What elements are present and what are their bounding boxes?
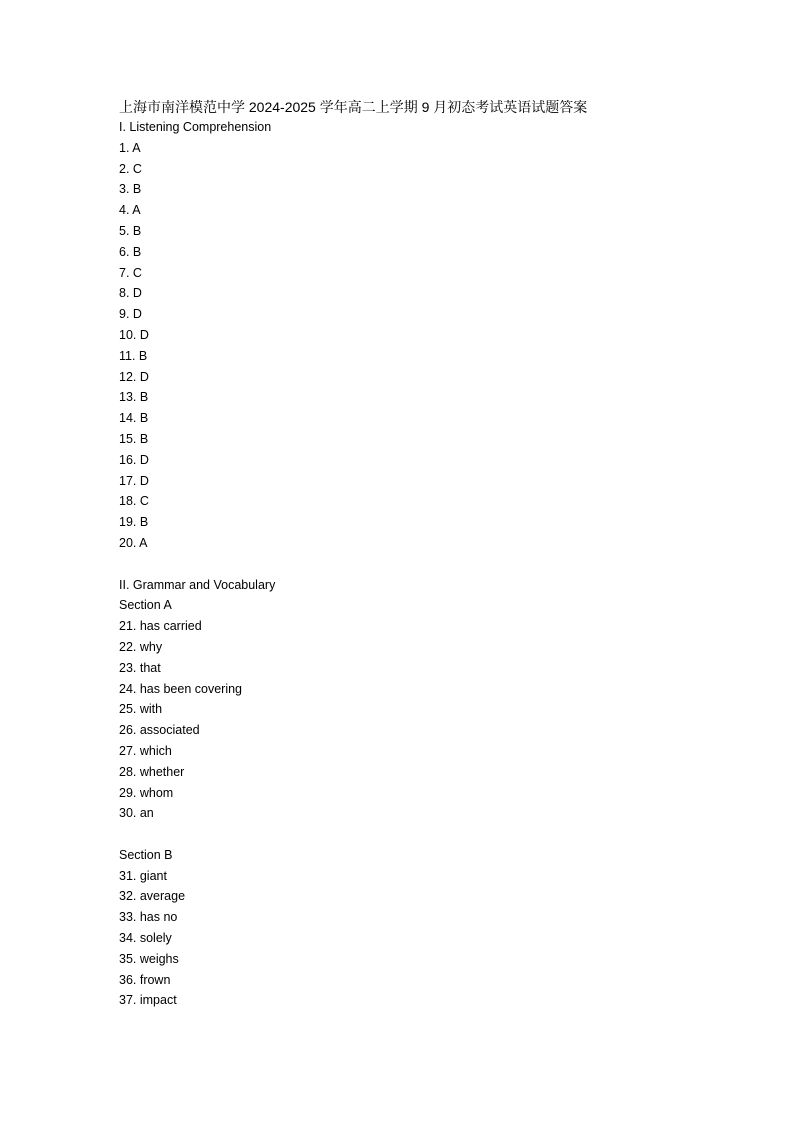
- answer-item: 15. B: [119, 431, 149, 446]
- answer-item: 22. why: [119, 639, 163, 654]
- answer-item: 16. D: [119, 452, 149, 467]
- answer-item: 17. D: [119, 473, 149, 488]
- answer-item: 37. impact: [119, 993, 177, 1008]
- answer-item: 26. associated: [119, 723, 200, 738]
- answer-item: 10. D: [119, 327, 149, 342]
- blank-line: [119, 554, 759, 575]
- section-b-heading: Section B: [119, 847, 173, 862]
- answer-item: 12. D: [119, 369, 149, 384]
- answer-item: 36. frown: [119, 972, 171, 987]
- part2-heading: II. Grammar and Vocabulary: [119, 577, 276, 592]
- answer-item: 14. B: [119, 411, 149, 426]
- answer-item: 18. C: [119, 494, 149, 509]
- answer-item: 20. A: [119, 535, 148, 550]
- answer-document: [119, 97, 759, 1011]
- answer-item: 5. B: [119, 223, 142, 238]
- section-b-answer-list: [119, 866, 759, 1012]
- answer-item: 35. weighs: [119, 951, 179, 966]
- answer-item: 13. B: [119, 390, 149, 405]
- answer-item: 2. C: [119, 161, 142, 176]
- answer-item: 19. B: [119, 515, 149, 530]
- answer-item: 33. has no: [119, 910, 178, 925]
- answer-item: 6. B: [119, 244, 142, 259]
- answer-item: 34. solely: [119, 931, 172, 946]
- answer-item: 21. has carried: [119, 619, 202, 634]
- answer-item: 31. giant: [119, 868, 167, 883]
- answer-item: 9. D: [119, 307, 142, 322]
- answer-item: 29. whom: [119, 785, 174, 800]
- blank-line: [119, 824, 759, 845]
- section-a-answer-list: [119, 616, 759, 824]
- answer-item: 1. A: [119, 140, 141, 155]
- answer-item: 30. an: [119, 806, 154, 821]
- answer-item: 32. average: [119, 889, 186, 904]
- answer-item: 25. with: [119, 702, 163, 717]
- answer-item: 27. which: [119, 743, 172, 758]
- answer-item: 8. D: [119, 286, 142, 301]
- answer-item: 11. B: [119, 348, 148, 363]
- answer-item: 4. A: [119, 203, 141, 218]
- document-title: 上海市南洋模范中学 2024-2025 学年高二上学期 9 月初态考试英语试题答案: [119, 99, 588, 115]
- section-a-heading: Section A: [119, 598, 172, 613]
- answer-item: 7. C: [119, 265, 142, 280]
- answer-item: 23. that: [119, 660, 161, 675]
- answer-item: 24. has been covering: [119, 681, 243, 696]
- part1-heading: I. Listening Comprehension: [119, 120, 272, 134]
- answer-item: 28. whether: [119, 764, 185, 779]
- answer-item: 3. B: [119, 182, 142, 197]
- listening-answer-list: [119, 138, 759, 554]
